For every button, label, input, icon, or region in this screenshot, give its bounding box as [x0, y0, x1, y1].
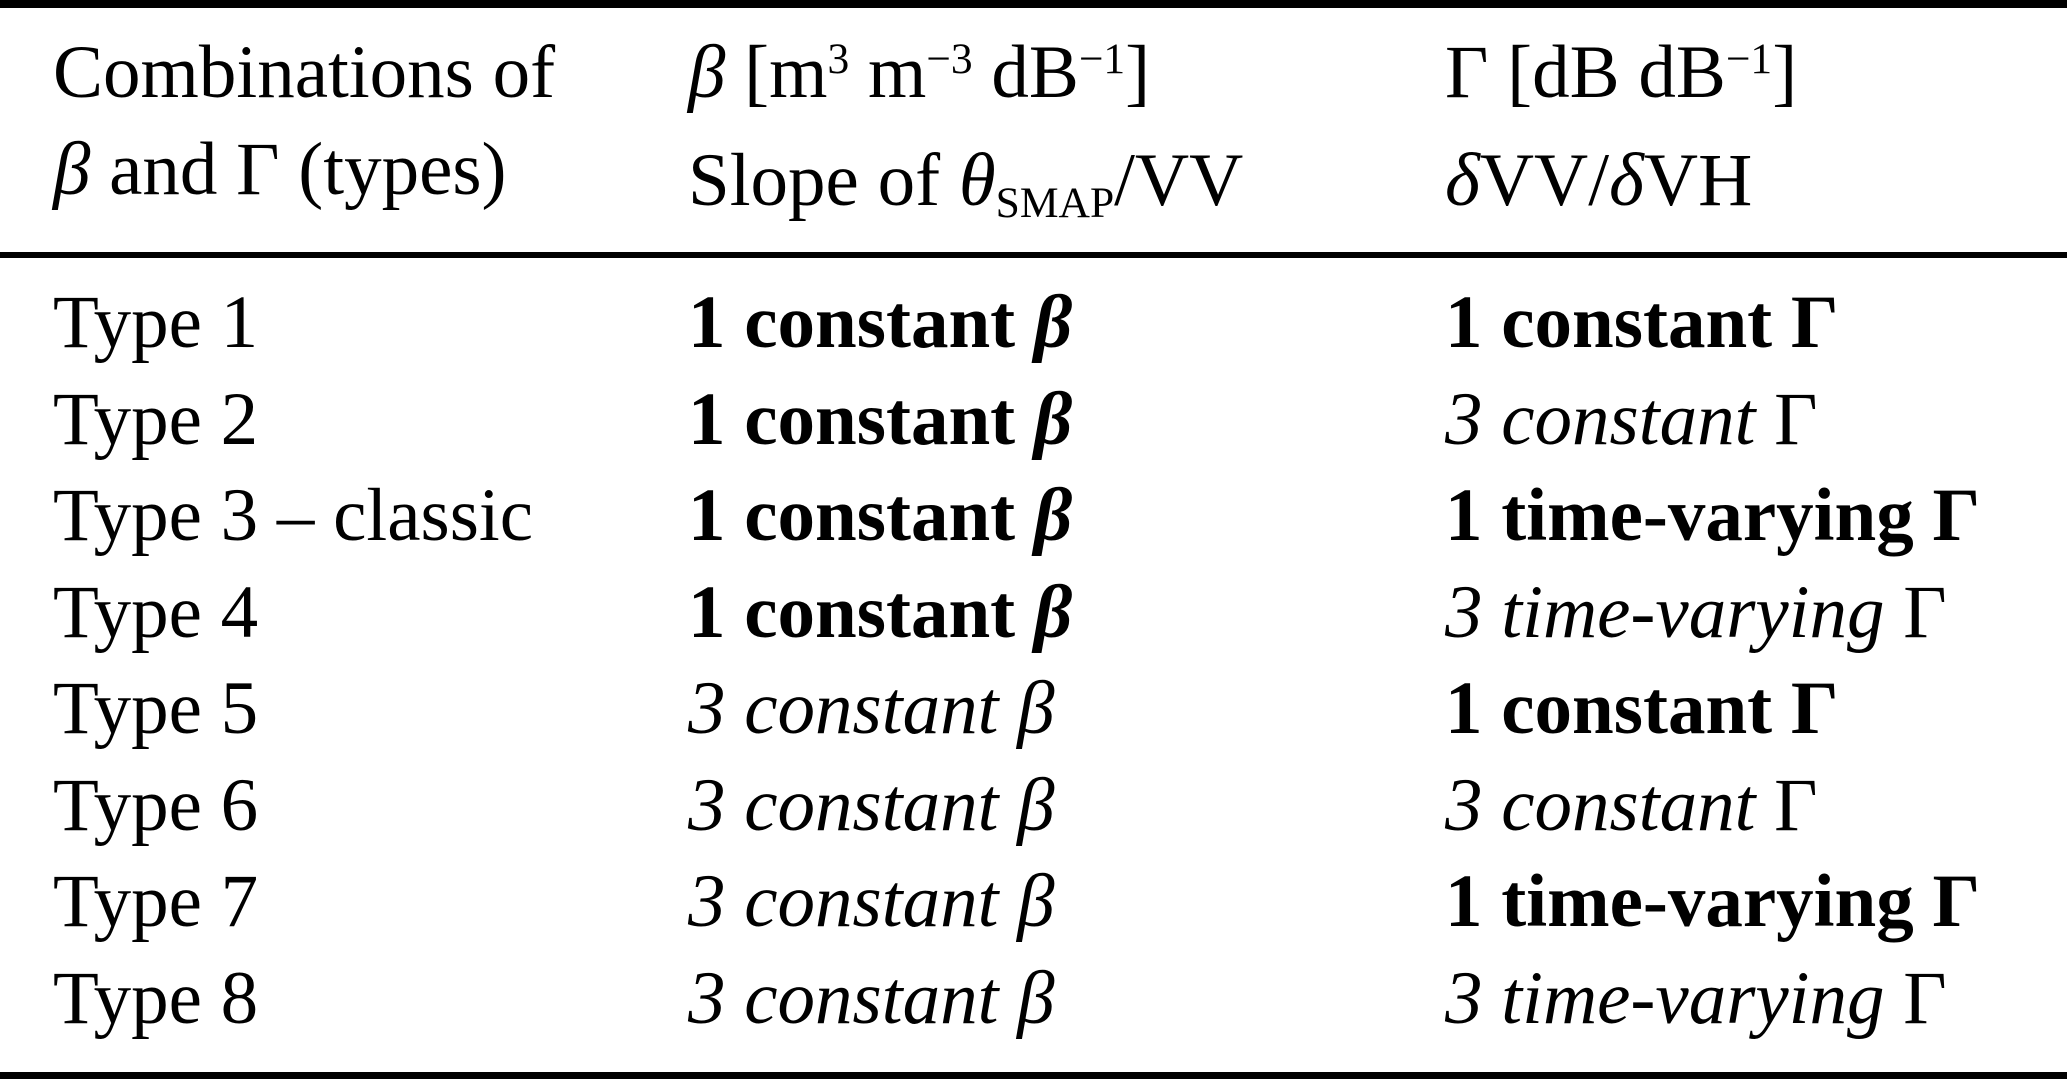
- row-8-type-label: Type 8: [53, 956, 259, 1040]
- row-1-beta-cell: 1 constant β: [688, 281, 1073, 364]
- row-7-beta-cell: 3 constant β: [688, 860, 1055, 943]
- row-1-gamma-cell: 1 constant Γ: [1445, 281, 1839, 364]
- row-3-type-label: Type 3 – classic: [53, 474, 534, 557]
- header-beta-units: β [$m^3$ $m^{-3}$ $dB^{-1}$]: [688, 31, 1151, 114]
- row-2-gamma-cell: 3 constant Γ: [1445, 377, 1818, 461]
- header-combinations-line1: Combinations of: [53, 31, 556, 114]
- table-top-rule: [0, 0, 2067, 8]
- row-6-beta-cell: 3 constant β: [688, 763, 1055, 847]
- row-3-gamma-cell: 1 time-varying Γ: [1445, 474, 1981, 557]
- header-gamma-description: δVV/δVH: [1445, 139, 1753, 222]
- row-4-type-label: Type 4: [53, 570, 259, 654]
- row-5-gamma-cell: 1 constant Γ: [1445, 667, 1839, 750]
- header-gamma-units: Γ [dB $dB^{-1}$]: [1445, 31, 1798, 114]
- row-5-type-label: Type 5: [53, 667, 259, 750]
- row-8-gamma-cell: 3 time-varying Γ: [1445, 956, 1947, 1040]
- row-4-gamma-cell: 3 time-varying Γ: [1445, 570, 1947, 654]
- row-8-beta-cell: 3 constant β: [688, 956, 1055, 1040]
- table-header: [53, 24, 2067, 240]
- row-7-type-label: Type 7: [53, 860, 259, 943]
- table-body: [53, 275, 2067, 1047]
- header-beta-column: [688, 24, 1445, 240]
- row-6-gamma-cell: 3 constant Γ: [1445, 763, 1818, 847]
- header-gamma-column: [1445, 24, 2067, 240]
- row-1-type-label: Type 1: [53, 281, 259, 364]
- row-2-beta-cell: 1 constant β: [688, 377, 1073, 461]
- header-beta-description: Slope of θSMAP/VV: [688, 139, 1244, 228]
- row-6-type-label: Type 6: [53, 763, 259, 847]
- row-5-beta-cell: 3 constant β: [688, 667, 1055, 750]
- row-2-type-label: Type 2: [53, 377, 259, 461]
- row-3-beta-cell: 1 constant β: [688, 474, 1073, 557]
- table-bottom-rule: [0, 1072, 2067, 1079]
- header-combinations-of-types: [53, 24, 688, 240]
- header-combinations-line2: β and Γ (types): [53, 128, 507, 211]
- table-header-rule: [0, 252, 2067, 258]
- row-7-gamma-cell: 1 time-varying Γ: [1445, 860, 1981, 943]
- row-4-beta-cell: 1 constant β: [688, 570, 1073, 654]
